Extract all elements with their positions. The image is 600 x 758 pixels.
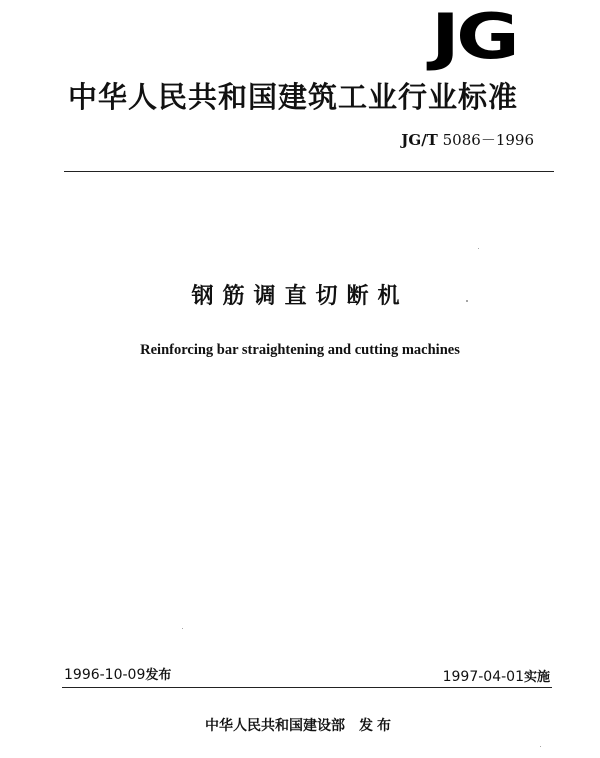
scan-speck — [182, 628, 183, 629]
bottom-divider — [62, 687, 552, 688]
standard-code-prefix: JG/T — [401, 131, 438, 149]
publisher-line — [0, 717, 600, 735]
scan-speck — [466, 300, 468, 302]
implementation-date-label: 实施 — [523, 670, 550, 685]
issue-date-value: 1996-10-09 — [64, 667, 146, 683]
standard-code-number: 5086－1996 — [442, 131, 534, 149]
scan-speck — [478, 248, 479, 249]
publisher-name: 中华人民共和国建设部 — [205, 718, 345, 734]
scan-speck — [540, 746, 541, 747]
implementation-date — [443, 668, 550, 687]
document-title-english: Reinforcing bar straightening and cutting machines — [140, 342, 460, 358]
jg-logo: JG — [431, 0, 516, 73]
document-title-chinese: 钢筋调直切断机 — [191, 284, 409, 309]
publisher-action: 发布 — [359, 718, 395, 734]
standard-code — [401, 131, 534, 149]
standard-category-title: 中华人民共和国建筑工业行业标准 — [68, 80, 519, 114]
top-divider — [64, 171, 554, 172]
issue-date-label: 发布 — [145, 668, 172, 683]
implementation-date-value: 1997-04-01 — [442, 669, 524, 685]
issue-date — [64, 666, 171, 685]
